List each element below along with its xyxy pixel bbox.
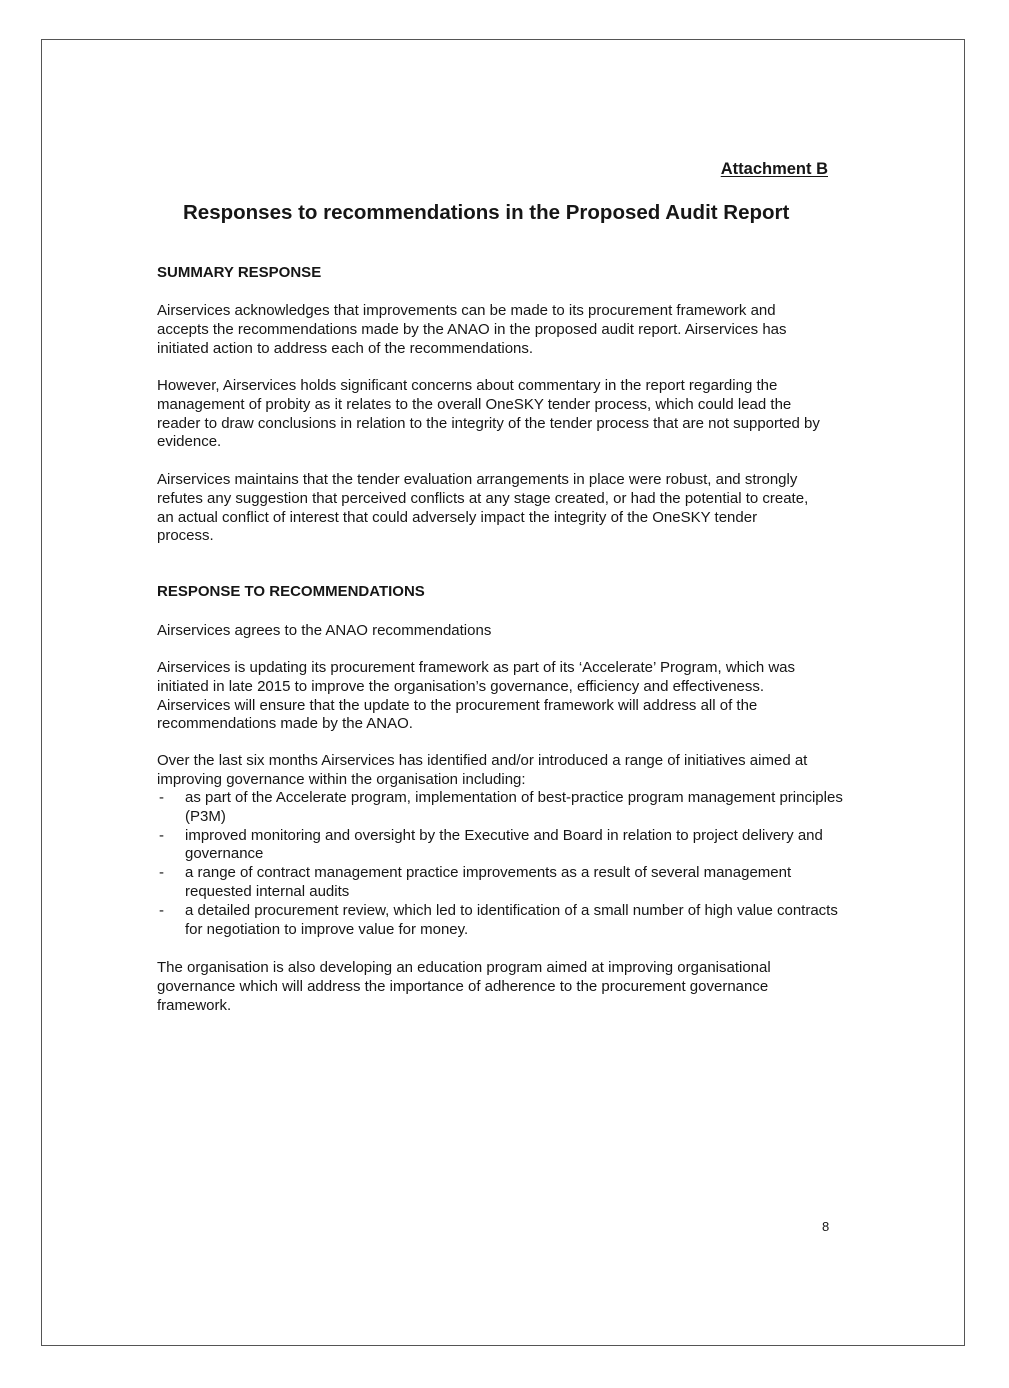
bullet-dash: -: [159, 901, 164, 919]
page-number: 8: [822, 1219, 830, 1234]
summary-paragraph-2: However, Airservices holds significant concerns about commentary in the report regarding the management of probity as it relates to the overall OneSKY tender process, which could lead the reader to draw conclusions in relation to the integrity of the tender process that are not supported by evidence.: [157, 377, 820, 451]
list-item-text: a detailed procurement review, which led to identification of a small number of high value contracts for negotiation to improve value for money.: [185, 901, 838, 938]
bullet-dash: -: [159, 789, 164, 806]
list-item-text: a range of contract management practice improvements as a result of several management requested internal audits: [185, 864, 792, 900]
list-item-text: improved monitoring and oversight by the Executive and Board in relation to project delivery and governance: [185, 826, 823, 863]
document-title: Responses to recommendations in the Proposed Audit Report: [183, 201, 790, 224]
response-paragraph-2: Airservices is updating its procurement framework as part of its ‘Accelerate’ Program, which was initiated in late 2015 to improve the organisation’s governance, efficiency and effectiveness. Airservices will ensure that the update to the procurement framework will address all of the recommendations made by the ANAO.: [157, 659, 796, 733]
initiatives-list: [157, 789, 847, 939]
summary-paragraph-3: Airservices maintains that the tender evaluation arrangements in place were robust, and strongly refutes any suggestion that perceived conflicts at any stage created, or had the potential to create, an actual conflict of interest that could adversely impact the integrity of the OneSKY tender process.: [157, 471, 809, 545]
response-paragraph-3: Over the last six months Airservices has identified and/or introduced a range of initiatives aimed at improving governance within the organisation including:: [157, 752, 808, 788]
attachment-label: Attachment B: [720, 160, 828, 178]
response-heading: RESPONSE TO RECOMMENDATIONS: [157, 583, 425, 600]
list-item: [157, 864, 847, 902]
list-item: [157, 789, 847, 827]
summary-heading: SUMMARY RESPONSE: [157, 264, 322, 281]
summary-paragraph-1: Airservices acknowledges that improvements can be made to its procurement framework and accepts the recommendations made by the ANAO in the proposed audit report. Airservices has initiated action to address each of the recommendations.: [157, 302, 787, 357]
bullet-dash: -: [159, 864, 164, 882]
list-item: [157, 827, 847, 865]
closing-paragraph: The organisation is also developing an education program aimed at improving organisational governance which will address the importance of adherence to the procurement governance framework.: [157, 959, 771, 1014]
response-paragraph-1: Airservices agrees to the ANAO recommendations: [157, 622, 492, 639]
list-item: [157, 902, 847, 940]
bullet-dash: -: [159, 826, 164, 844]
list-item-text: as part of the Accelerate program, implementation of best-practice program management principles (P3M): [185, 789, 843, 825]
